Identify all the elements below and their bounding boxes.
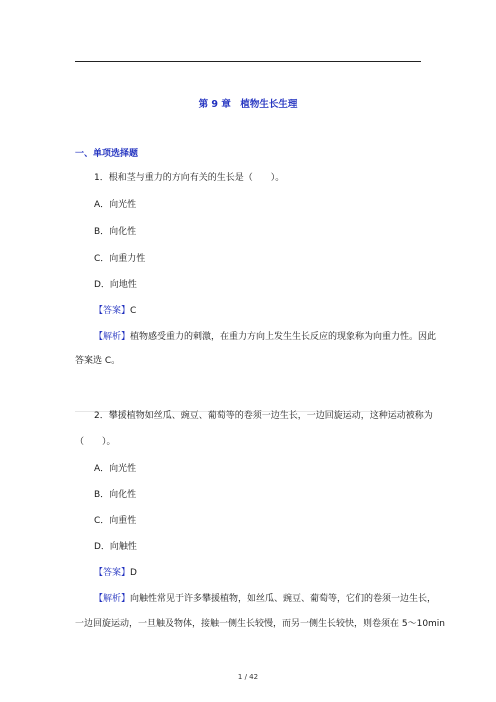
question-1-answer	[94, 305, 136, 317]
question-1-option-c: C．向重力性	[94, 254, 146, 264]
analysis-tag: 【解析】	[94, 594, 131, 604]
question-1-analysis-cont: 答案选 C。	[75, 356, 121, 366]
question-2-stem-cont: （ ）。	[75, 437, 116, 447]
analysis-text: 向触性常见于许多攀援植物，如丝瓜、豌豆、葡萄等，它们的卷须一边生长，	[130, 594, 437, 604]
section-heading: 一、单项选择题	[75, 149, 139, 159]
question-2-option-c: C．向重性	[94, 516, 137, 526]
question-1-analysis	[94, 331, 436, 343]
question-1-stem: 1．根和茎与重力的方向有关的生长是（ ）。	[94, 173, 285, 183]
page-number: 1 / 42	[237, 673, 259, 681]
question-2-option-d: D．向触性	[94, 542, 137, 552]
answer-tag: 【答案】	[94, 568, 131, 578]
header-rule	[75, 61, 421, 62]
question-2-option-a: A．向光性	[94, 464, 137, 474]
question-1-option-a: A．向光性	[94, 200, 137, 210]
answer-value: D	[130, 568, 137, 578]
answer-value: C	[130, 306, 137, 316]
question-1-option-b: B．向化性	[94, 227, 137, 237]
question-2-answer	[94, 567, 137, 579]
question-1-option-d: D．向地性	[94, 280, 137, 290]
question-2-analysis-cont: 一边回旋运动，一旦触及物体，接触一侧生长较慢，而另一侧生长较快，则卷须在 5～10min	[75, 619, 446, 629]
question-2-analysis	[94, 593, 436, 605]
answer-tag: 【答案】	[94, 306, 131, 316]
analysis-text: 植物感受重力的刺激，在重力方向上发生生长反应的现象称为向重力性。因此	[130, 332, 437, 342]
question-2-option-b: B．向化性	[94, 490, 137, 500]
chapter-title: 第 9 章 植物生长生理	[198, 99, 298, 110]
analysis-tag: 【解析】	[94, 332, 131, 342]
question-2-stem: 2．攀援植物如丝瓜、豌豆、葡萄等的卷须一边生长，一边回旋运动，这种运动被称为	[94, 411, 433, 421]
